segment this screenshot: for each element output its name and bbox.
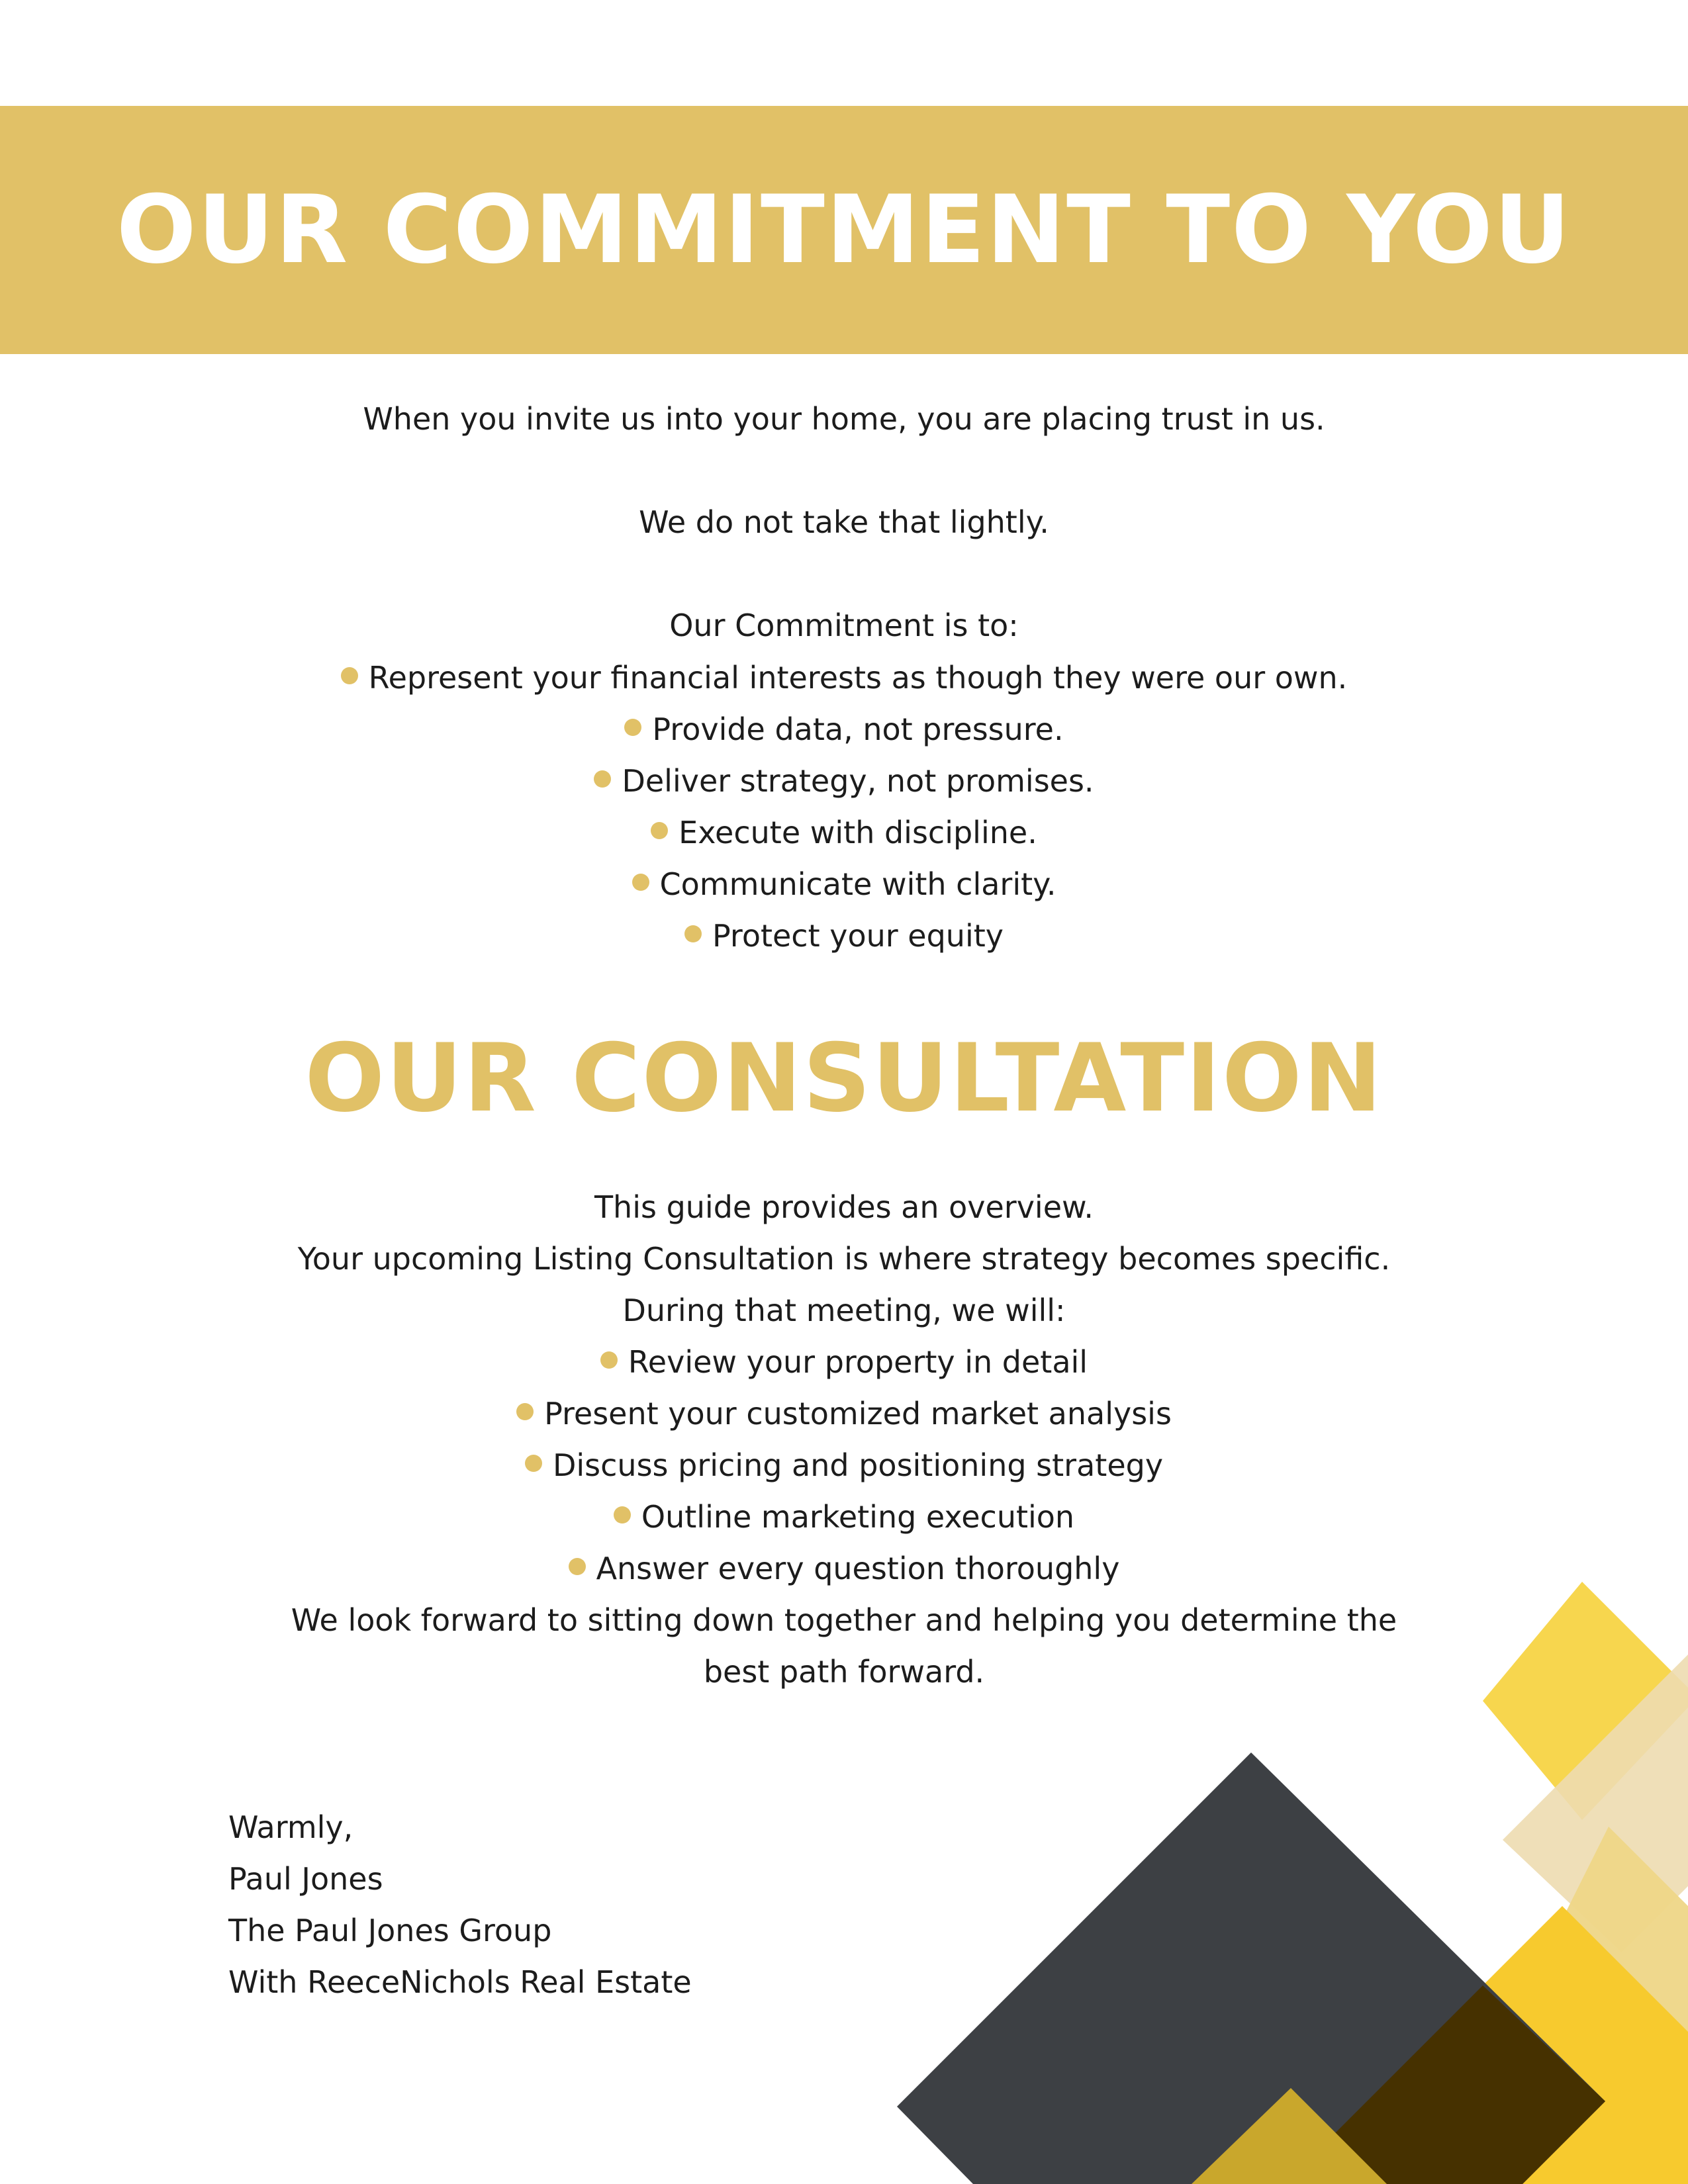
bullet-dot-icon <box>594 770 611 788</box>
diamond-shape <box>897 1752 1605 2184</box>
commitment-note: We do not take that lightly. <box>639 504 1049 540</box>
consultation-line: Your upcoming Listing Consultation is where strategy becomes specific. <box>297 1241 1391 1277</box>
commitment-bullet: Provide data, not pressure. <box>0 704 1688 755</box>
bullet-dot-icon <box>516 1403 534 1420</box>
bullet-dot-icon <box>341 667 358 684</box>
bullet-dot-icon <box>632 874 649 891</box>
signature-group: The Paul Jones Group <box>228 1913 552 1948</box>
commitment-bullet: Deliver strategy, not promises. <box>0 755 1688 807</box>
diamond-shape <box>1324 1985 1605 2184</box>
diamond-shape <box>1192 2088 1387 2184</box>
bullet-dot-icon <box>600 1351 618 1369</box>
commitment-bullet: Protect your equity <box>0 910 1688 962</box>
consultation-bullet: Present your customized market analysis <box>0 1388 1688 1439</box>
diamond-shape <box>1503 1655 1688 1952</box>
commitment-intro: When you invite us into your home, you are placing trust in us. <box>363 401 1325 437</box>
signature-brokerage: With ReeceNichols Real Estate <box>228 1964 692 2000</box>
consultation-closing: We look forward to sitting down together and helping you determine the <box>291 1602 1397 1638</box>
bullet-dot-icon <box>684 925 702 942</box>
consultation-title: OUR CONSULTATION <box>305 1024 1383 1133</box>
bullet-dot-icon <box>569 1558 586 1575</box>
bullet-dot-icon <box>624 719 641 736</box>
diamond-shape <box>1443 1906 1688 2184</box>
diamond-shape <box>1516 1827 1688 2105</box>
bullet-dot-icon <box>525 1455 542 1472</box>
bullet-dot-icon <box>614 1506 631 1524</box>
commitment-lead: Our Commitment is to: <box>669 608 1019 643</box>
consultation-bullet: Outline marketing execution <box>0 1491 1688 1543</box>
consultation-bullet: Discuss pricing and positioning strategy <box>0 1439 1688 1491</box>
consultation-closing: best path forward. <box>703 1654 985 1690</box>
consultation-line: This guide provides an overview. <box>594 1189 1094 1225</box>
consultation-bullet: Review your property in detail <box>0 1336 1688 1388</box>
consultation-line: During that meeting, we will: <box>622 1293 1066 1328</box>
commitment-bullet: Communicate with clarity. <box>0 858 1688 910</box>
commitment-bullet: Execute with discipline. <box>0 807 1688 858</box>
commitment-bullet: Represent your financial interests as though they were our own. <box>0 652 1688 704</box>
bullet-dot-icon <box>651 822 668 839</box>
consultation-bullet: Answer every question thoroughly <box>0 1543 1688 1594</box>
signature-salutation: Warmly, <box>228 1809 353 1845</box>
signature-name: Paul Jones <box>228 1861 383 1897</box>
commitment-title: OUR COMMITMENT TO YOU <box>116 175 1572 285</box>
